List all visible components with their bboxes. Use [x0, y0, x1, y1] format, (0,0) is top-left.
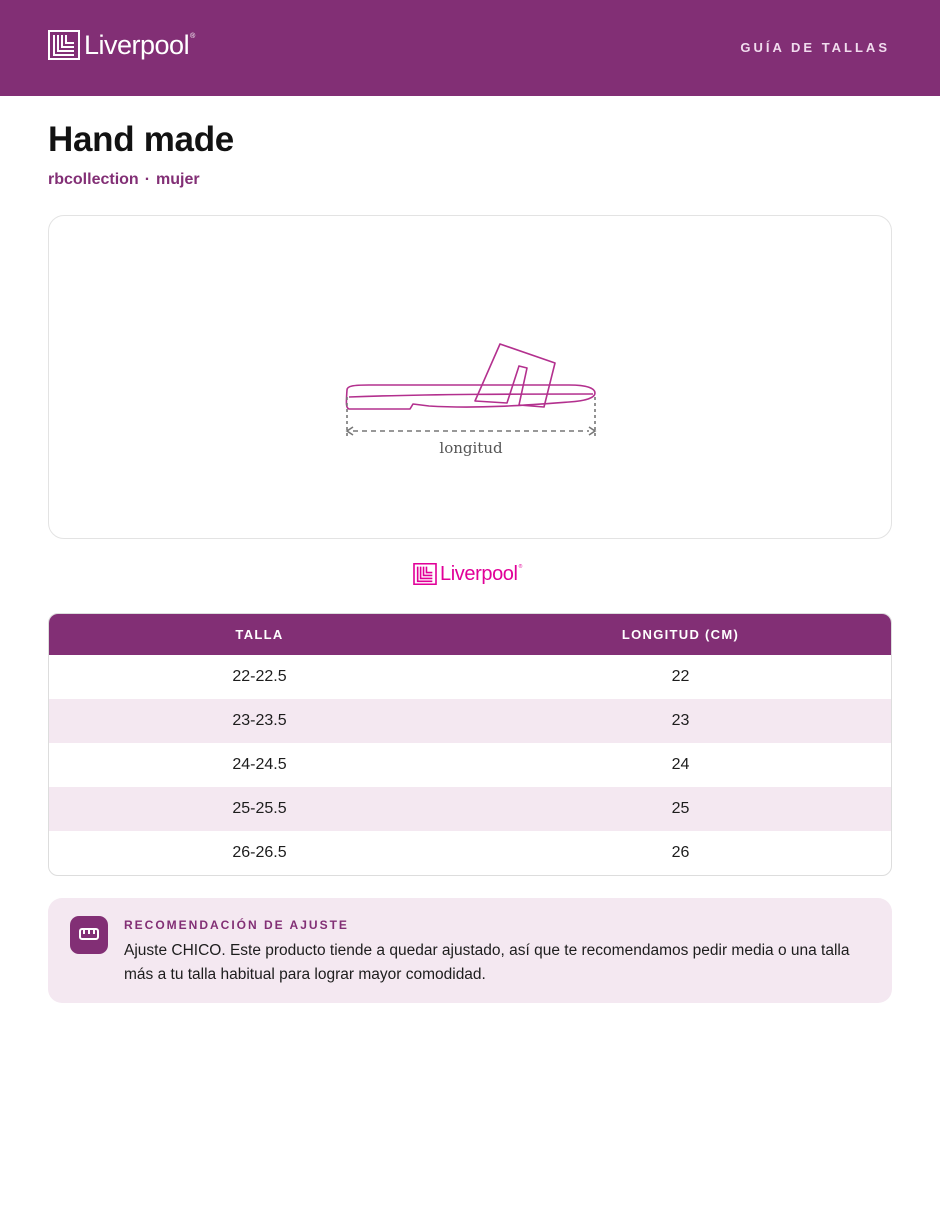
subtitle-separator: · — [144, 171, 151, 188]
size-table — [48, 613, 892, 876]
length-cell: 22 — [671, 668, 690, 685]
sandal-diagram — [49, 216, 893, 540]
fit-heading: RECOMENDACIÓN DE AJUSTE — [124, 918, 349, 932]
length-cell: 23 — [671, 712, 690, 729]
size-cell: 23-23.5 — [232, 712, 287, 729]
length-cell: 25 — [671, 800, 690, 817]
table-row — [49, 699, 891, 743]
liverpool-watermark-icon — [413, 563, 437, 585]
watermark-brand-name: Liverpool — [440, 563, 518, 585]
registered-mark: ® — [190, 32, 196, 40]
size-cell: 25-25.5 — [232, 800, 287, 817]
length-label: longitud — [439, 439, 503, 457]
product-brand: rbcollection — [48, 171, 139, 188]
size-guide-link[interactable]: GUÍA DE TALLAS — [740, 40, 890, 55]
ruler-icon — [70, 916, 108, 954]
length-cell: 24 — [671, 756, 690, 773]
table-row — [49, 787, 891, 831]
column-header-size: TALLA — [235, 627, 284, 642]
table-row — [49, 831, 891, 875]
product-gender: mujer — [156, 171, 200, 188]
sandal-diagram-card — [48, 215, 892, 539]
liverpool-logo-icon — [48, 30, 80, 60]
header-bar — [0, 0, 940, 96]
column-header-length: LONGITUD (CM) — [621, 627, 740, 642]
size-cell: 24-24.5 — [232, 756, 287, 773]
product-subtitle — [48, 171, 200, 189]
length-cell: 26 — [671, 844, 690, 861]
liverpool-logo[interactable] — [48, 30, 195, 60]
fit-recommendation — [48, 898, 892, 1003]
fit-body: Ajuste CHICO. Este producto tiende a quedar ajustado, así que te recomendamos pedir media o una talla más a tu talla habitual para lograr mayor comodidad. — [124, 942, 850, 983]
size-cell: 22-22.5 — [232, 668, 287, 685]
liverpool-watermark — [413, 563, 522, 585]
page-title: Hand made — [48, 120, 234, 159]
table-header — [49, 614, 891, 655]
table-row — [49, 655, 891, 699]
sandal-illustration — [346, 344, 595, 409]
table-row — [49, 743, 891, 787]
watermark-registered-mark: ® — [518, 564, 523, 570]
size-cell: 26-26.5 — [232, 844, 287, 861]
brand-name: Liverpool — [84, 29, 190, 60]
